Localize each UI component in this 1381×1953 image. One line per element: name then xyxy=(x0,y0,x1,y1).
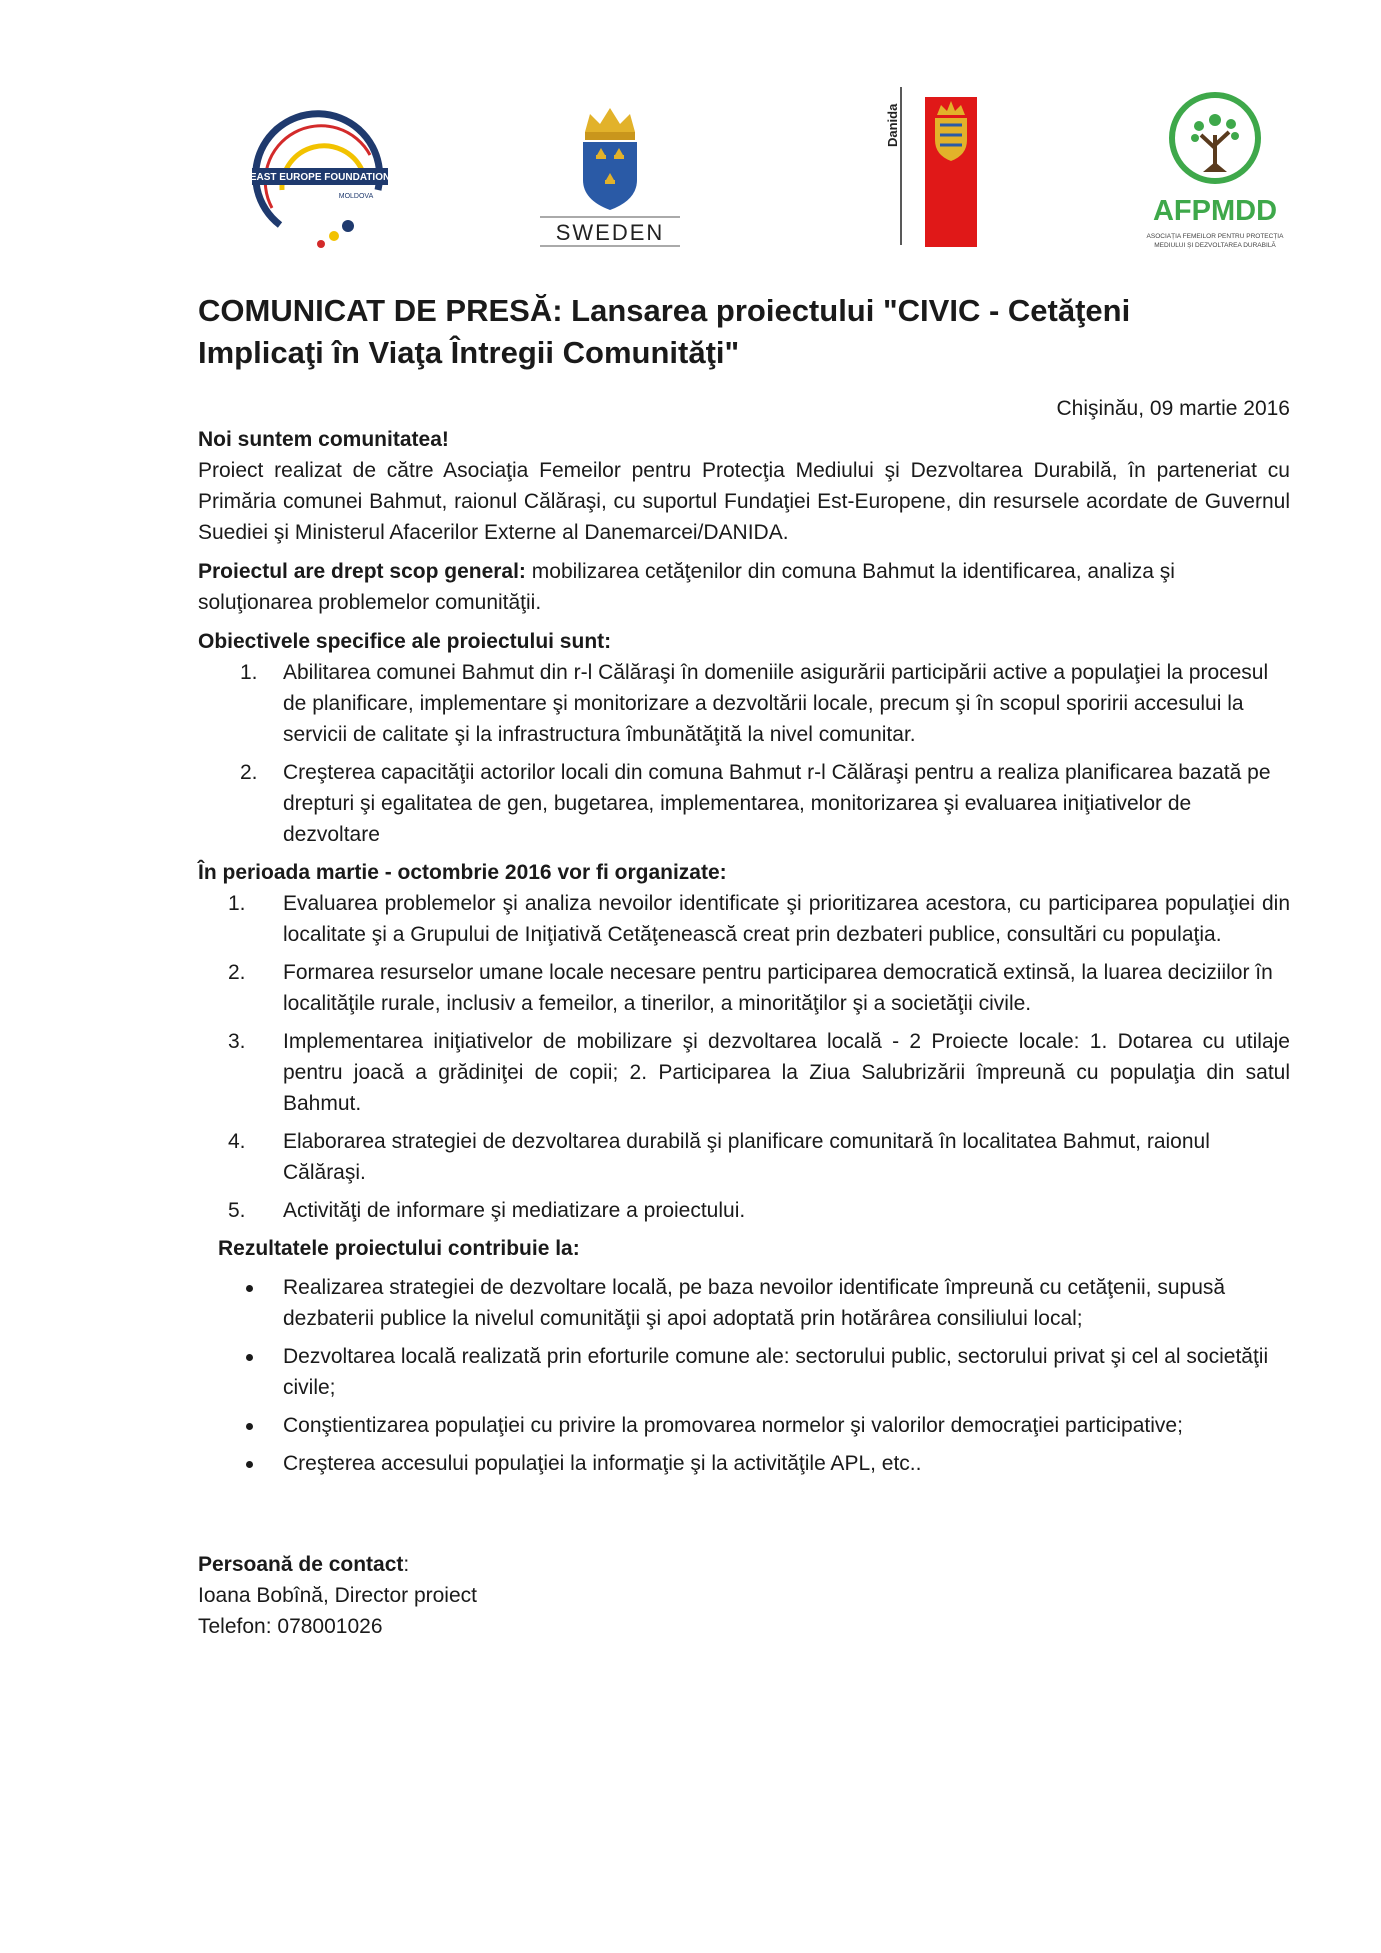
intro-heading: Noi suntem comunitatea! xyxy=(198,428,449,451)
list-item xyxy=(198,657,1290,750)
list-number: 2. xyxy=(240,761,258,784)
list-number: 3. xyxy=(228,1030,246,1053)
east-europe-foundation-logo xyxy=(250,100,390,250)
document-body xyxy=(198,290,1290,1642)
objectives-heading: Obiectivele specifice ale proiectului sunt: xyxy=(198,630,612,653)
danida-logo-name: Danida xyxy=(885,103,900,147)
title-line-2: Implicaţi în Viaţa Întregii Comunităţi" xyxy=(198,335,740,370)
list-item xyxy=(198,888,1290,950)
bullet-icon xyxy=(246,1285,253,1292)
eef-logo-name: EAST EUROPE FOUNDATION xyxy=(250,172,390,183)
contact-heading xyxy=(198,1549,1290,1580)
afpmdd-logo xyxy=(1135,90,1295,260)
contact-block xyxy=(198,1549,1290,1642)
list-item xyxy=(198,1195,1290,1226)
list-number: 5. xyxy=(228,1199,246,1222)
title-line-1: COMUNICAT DE PRESĂ: Lansarea proiectului "CIVIC - Cetăţeni xyxy=(198,293,1131,328)
afpmdd-logo-name: AFPMDD xyxy=(1152,195,1278,227)
results-heading: Rezultatele proiectului contribuie la: xyxy=(218,1237,580,1260)
list-item-text: Abilitarea comunei Bahmut din r-l Călăraşi în domeniile asigurării participării active a populaţiei la procesul de planificare, implementare şi monitorizare a dezvoltării locale, precum şi în scopul sporirii accesului la servicii de calitate şi la infrastructura îmbunătăţită la nivel comunitar. xyxy=(283,661,1269,746)
activities-heading: În perioada martie - octombrie 2016 vor fi organizate: xyxy=(198,861,727,884)
sweden-logo xyxy=(535,100,685,250)
list-number: 2. xyxy=(228,961,246,984)
list-item-text: Formarea resurselor umane locale necesare pentru participarea democratică extinsă, la luarea deciziilor în localităţile rurale, inclusiv a femeilor, a tinerilor, a minorităţilor şi a societăţii civile. xyxy=(283,961,1273,1015)
list-item xyxy=(198,1410,1290,1441)
list-number: 1. xyxy=(240,661,258,684)
list-item-text: Elaborarea strategiei de dezvoltarea durabilă şi planificare comunitară în localitatea Bahmut, raionul Călăraşi. xyxy=(283,1130,1210,1184)
afpmdd-logo-sub1: ASOCIAȚIA FEMEILOR PENTRU PROTECȚIA xyxy=(1146,233,1284,240)
list-item xyxy=(198,757,1290,850)
contact-phone: Telefon: 078001026 xyxy=(198,1615,383,1638)
list-number: 4. xyxy=(228,1130,246,1153)
goal-paragraph xyxy=(198,556,1290,618)
goal-label: Proiectul are drept scop general: xyxy=(198,560,526,583)
bullet-icon xyxy=(246,1354,253,1361)
bullet-icon xyxy=(246,1461,253,1468)
list-item xyxy=(198,1126,1290,1188)
list-item-text: Conştientizarea populaţiei cu privire la promovarea normelor şi valorilor democraţiei participative; xyxy=(283,1414,1183,1437)
list-item xyxy=(198,1341,1290,1403)
list-item-text: Dezvoltarea locală realizată prin eforturile comune ale: sectorului public, sectorului privat şi cel al societăţii civile; xyxy=(283,1345,1269,1399)
contact-label: Persoană de contact xyxy=(198,1553,404,1576)
results-list xyxy=(198,1272,1290,1479)
list-item xyxy=(198,1448,1290,1479)
goal-text: mobilizarea cetăţenilor din comuna Bahmut la identificarea, analiza şi soluţionarea problemelor comunităţii. xyxy=(198,560,1175,614)
intro-paragraph: Proiect realizat de către Asociaţia Femeilor pentru Protecţia Mediului şi Dezvoltarea Durabilă, în parteneriat cu Primăria comunei Bahmut, raionul Călăraşi, cu suportul Fundaţiei Est-Europene, din resursele acordate de Guvernul Suediei şi Ministerul Afacerilor Externe al Danemarcei/DANIDA. xyxy=(198,459,1290,544)
list-item xyxy=(198,957,1290,1019)
list-number: 1. xyxy=(228,892,246,915)
contact-colon: : xyxy=(403,1553,410,1576)
list-item xyxy=(198,1026,1290,1119)
list-item-text: Creşterea accesului populaţiei la informaţie şi la activităţile APL, etc.. xyxy=(283,1452,922,1475)
date-line: Chişinău, 09 martie 2016 xyxy=(1056,397,1290,420)
eef-logo-sub: MOLDOVA xyxy=(338,193,374,200)
contact-person: Ioana Bobînă, Director proiect xyxy=(198,1584,477,1607)
press-release-title xyxy=(198,290,1290,374)
list-item-text: Creşterea capacităţii actorilor locali din comuna Bahmut r-l Călăraşi pentru a realiza planificarea bazată pe drepturi şi egalitatea de gen, bugetarea, implementarea, monitorizarea şi evaluarea iniţiativelor de dezvoltare xyxy=(283,761,1271,846)
bullet-icon xyxy=(246,1423,253,1430)
activities-list xyxy=(198,888,1290,1226)
objectives-list xyxy=(198,657,1290,850)
list-item-text: Activităţi de informare şi mediatizare a proiectului. xyxy=(283,1199,746,1222)
list-item-text: Realizarea strategiei de dezvoltare locală, pe baza nevoilor identificate împreună cu cetăţenii, supusă dezbaterii publice la nivelul comunităţii şi apoi adoptată prin hotărârea consiliului local; xyxy=(283,1276,1226,1330)
sweden-logo-name: SWEDEN xyxy=(555,220,665,245)
afpmdd-logo-sub2: MEDIULUI ȘI DEZVOLTAREA DURABILĂ xyxy=(1154,242,1276,249)
list-item-text: Evaluarea problemelor şi analiza nevoilor identificate şi prioritizarea acestora, cu participarea populaţiei din localitate şi a Grupului de Iniţiativă Cetăţenească creat prin dezbateri publice, consultări cu populaţia. xyxy=(283,892,1290,946)
list-item-text: Implementarea iniţiativelor de mobilizare şi dezvoltarea locală - 2 Proiecte locale: 1. Dotarea cu utilaje pentru joacă a grădiniţei de copii; 2. Participarea la Ziua Salubrizării împreună cu populaţia din satul Bahmut. xyxy=(283,1030,1290,1115)
list-item xyxy=(198,1272,1290,1334)
danida-logo xyxy=(885,85,995,250)
